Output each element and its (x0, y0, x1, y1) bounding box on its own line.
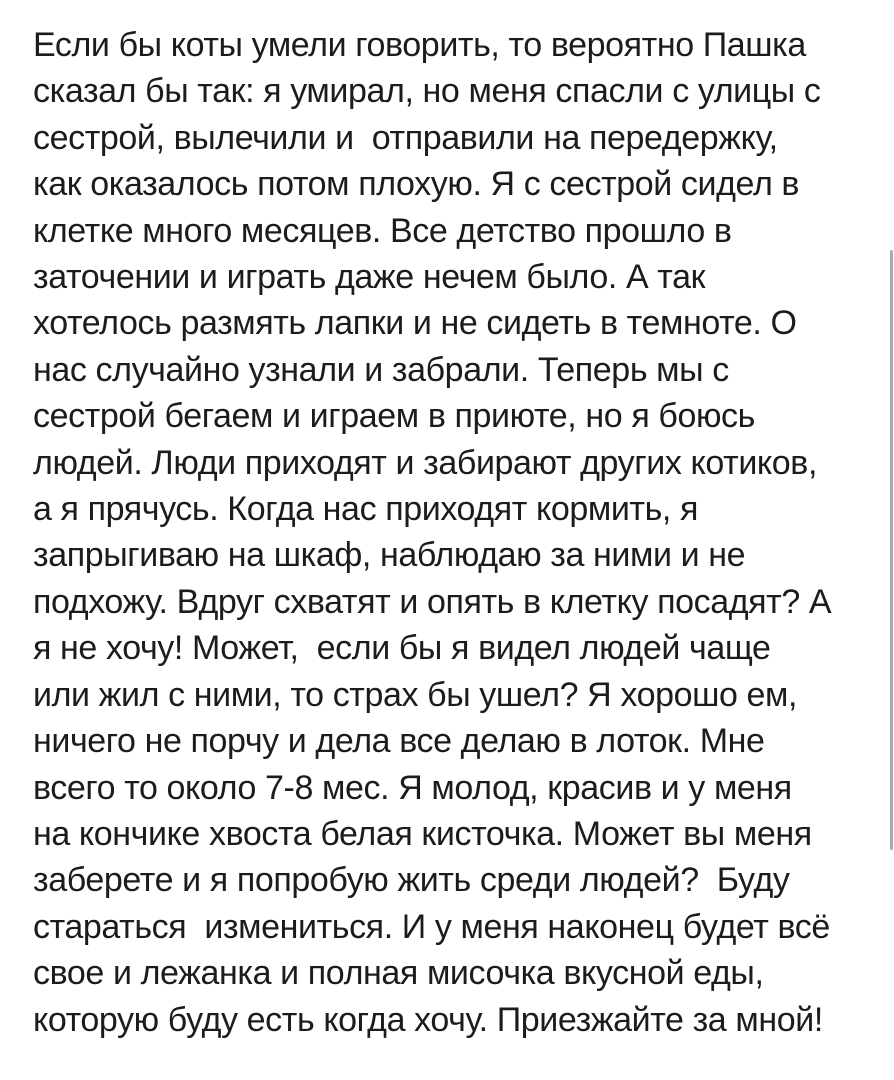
text-line: как оказалось потом плохую. Я с сестрой сидел в (33, 165, 800, 204)
text-line: или жил с ними, то страх бы ушел? Я хорошо ем, (33, 675, 798, 714)
text-line: сестрой, вылечили и отправили на передержку, (33, 118, 778, 157)
text-line: заточении и играть даже нечем было. А так (33, 258, 706, 297)
text-line: на кончике хвоста белая кисточка. Может вы меня (33, 814, 812, 853)
text-line: ничего не порчу и дела все делаю в лоток. Мне (33, 722, 765, 761)
text-line: всего то около 7-8 мес. Я молод, красив и у меня (33, 768, 792, 807)
text-line: сестрой бегаем и играем в приюте, но я боюсь (33, 397, 755, 436)
text-line: я не хочу! Может, если бы я видел людей чаще (33, 629, 771, 668)
text-line: свое и лежанка и полная мисочка вкусной еды, (33, 954, 764, 993)
text-line: Если бы коты умели говорить, то вероятно Пашка (33, 26, 806, 64)
text-line: сказал бы так: я умирал, но меня спасли с улицы с (33, 72, 821, 111)
document-text (33, 22, 870, 1043)
text-line: запрыгиваю на шкаф, наблюдаю за ними и не (33, 536, 746, 575)
text-line: хотелось размять лапки и не сидеть в темноте. О (33, 304, 797, 343)
text-line: а я прячусь. Когда нас приходят кормить, я (33, 490, 699, 529)
text-line: клетке много месяцев. Все детство прошло в (33, 211, 732, 250)
text-line: нас случайно узнали и забрали. Теперь мы с (33, 350, 729, 389)
text-line: которую буду есть когда хочу. Приезжайте за мной! (33, 1000, 823, 1039)
scrollbar-thumb[interactable] (890, 250, 893, 850)
text-line: заберете и я попробую жить среди людей? Буду (33, 861, 790, 900)
text-line: подхожу. Вдруг схватят и опять в клетку посадят? А (33, 582, 832, 621)
text-line: людей. Люди приходят и забирают других котиков, (33, 443, 817, 482)
text-line: стараться измениться. И у меня наконец будет всё (33, 907, 830, 946)
